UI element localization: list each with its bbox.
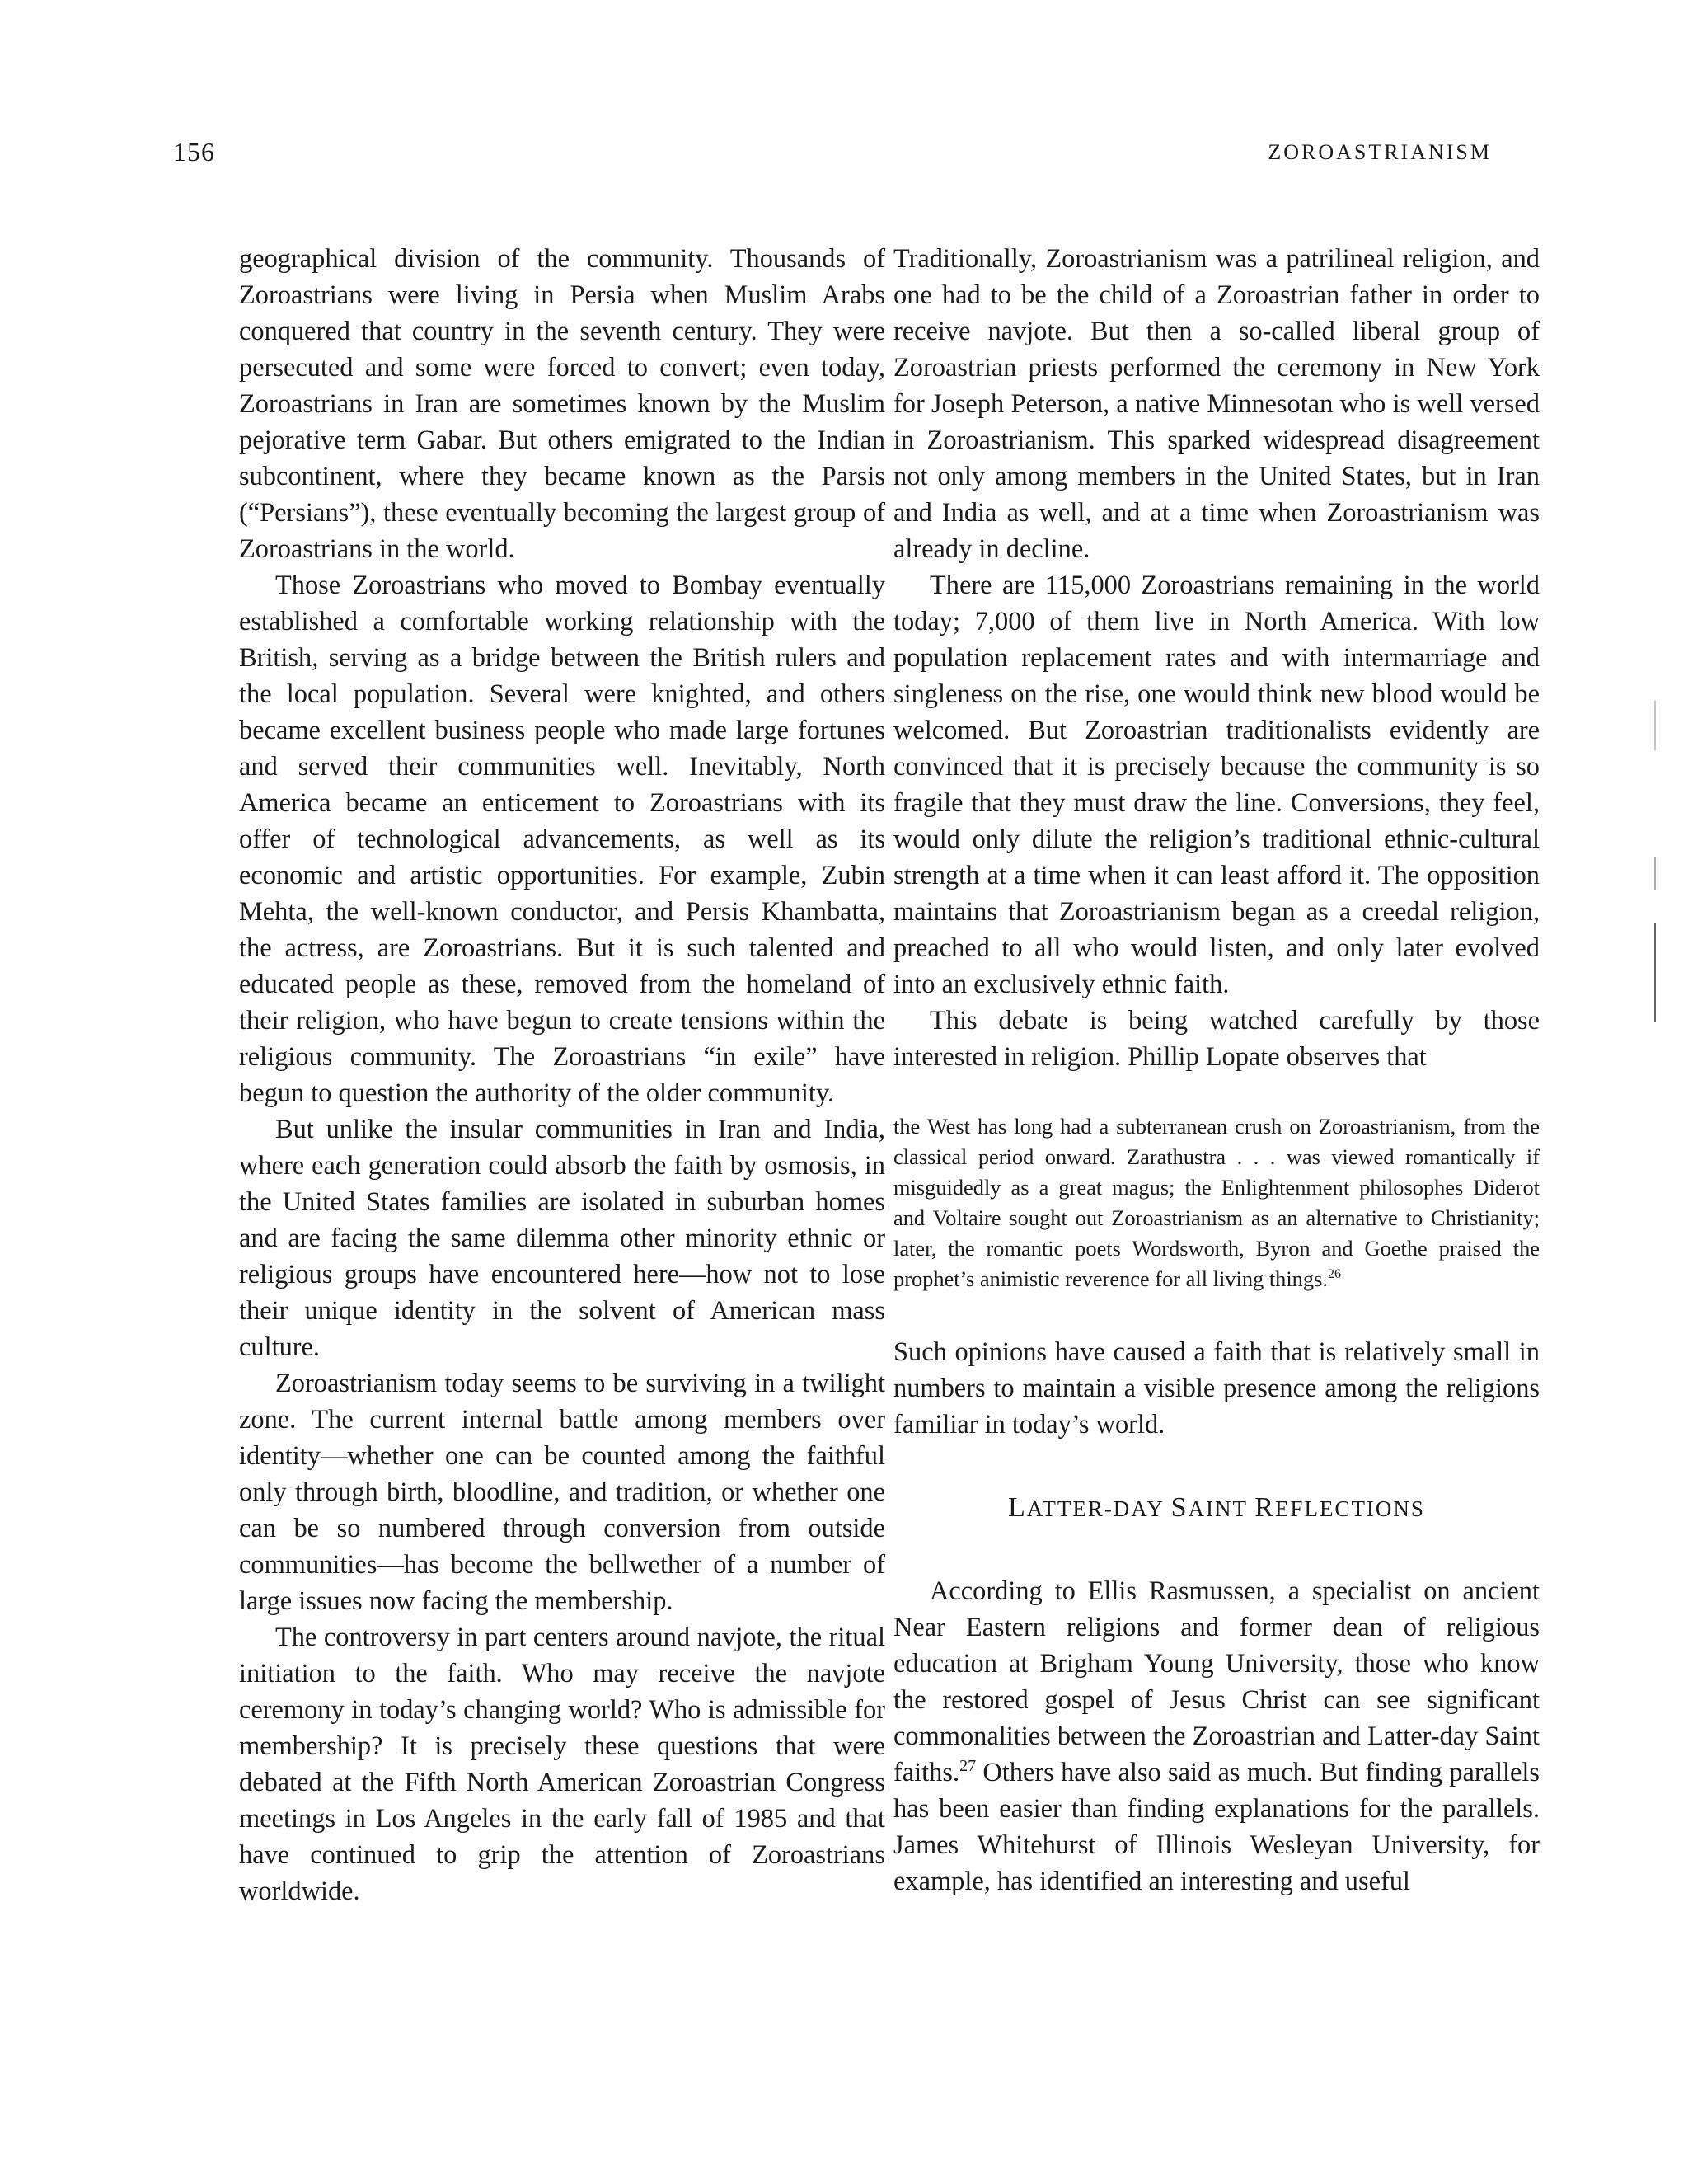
paragraph: Zoroastrianism today seems to be surviving in a twilight zone. The current internal battle among members over identity—whether one can be counted among the faithful only through birth, bloodline, and tradition, or whether one can be so numbered through conversion from outside communities—has become the bellwether of a number of large issues now facing the membership. xyxy=(239,1369,885,1616)
paragraph-text: According to Ellis Rasmussen, a specialist on ancient Near Eastern religions and former dean of religious education at Brigham Young University, those who know the restored gospel of Jesus Christ can see significant commonalities between the Zoroastrian and Latter-day Saint faiths. xyxy=(893,1576,1540,1787)
paragraph: The controversy in part centers around navjote, the ritual initiation to the faith. Who may receive the navjote ceremony in today’s changing world? Who is admissible for membership? It is precisely these questions that were debated at the Fifth North American Zoroastrian Congress meetings in Los Angeles in the early fall of 1985 and that have continued to grip the attention of Zoroastrians worldwide. xyxy=(239,1623,885,1906)
footnote-marker: 26 xyxy=(1327,1267,1341,1282)
section-heading: LATTER-DAY SAINT REFLECTIONS xyxy=(1008,1492,1425,1523)
footnote-marker: 27 xyxy=(959,1757,977,1776)
paragraph: Those Zoroastrians who moved to Bombay eventually established a comfortable working relationship with the British, serving as a bridge between the British rulers and the local population. Several were knighted, and others became excellent business people who made large fortunes and served their communities well. Inevitably, North America became an enticement to Zoroastrians with its offer of technological advancements, as well as its economic and artistic opportunities. For example, Zubin Mehta, the well-known conductor, and Persis Khambatta, the actress, are Zoroastrians. But it is such talented and educated people as these, removed from the homeland of their religion, who have begun to create tensions within the religious community. The Zoroastrians “in exile” have begun to question the authority of the older community. xyxy=(239,571,885,1108)
right-column xyxy=(893,241,1540,1900)
left-column xyxy=(239,241,885,1909)
paragraph: There are 115,000 Zoroastrians remaining in the world today; 7,000 of them live in North America. With low population replacement rates and with intermarriage and singleness on the rise, one would think new blood would be welcomed. But Zoroastrian traditionalists evidently are convinced that it is precisely because the community is so fragile that they must draw the line. Conversions, they feel, would only dilute the religion’s traditional ethnic-cultural strength at a time when it can least afford it. The opposition maintains that Zoroastrianism began as a creedal religion, preached to all who would listen, and only later evolved into an exclusively ethnic faith. xyxy=(893,571,1540,999)
paragraph: Traditionally, Zoroastrianism was a patrilineal religion, and one had to be the child of a Zoroastrian father in order to receive navjote. But then a so-called liberal group of Zoroastrian priests performed the ceremony in New York for Joseph Peterson, a native Minnesotan who is well versed in Zoroastrianism. This sparked widespread disagreement not only among members in the United States, but in Iran and India as well, and at a time when Zoroastrianism was already in decline. xyxy=(893,244,1540,564)
running-head: ZOROASTRIANISM xyxy=(1268,140,1492,164)
block-quote xyxy=(893,1111,1540,1294)
scan-margin-marks xyxy=(1653,701,1658,1047)
paragraph: geographical division of the community. Thousands of Zoroastrians were living in Persia when Muslim Arabs conquered that country in the seventh century. They were persecuted and some were forced to convert; even today, Zoroastrians in Iran are sometimes known by the Muslim pejorative term Gabar. But others emigrated to the Indian subcontinent, where they became known as the Parsis (“Persians”), these eventually becoming the largest group of Zoroastrians in the world. xyxy=(239,244,885,564)
paragraph: Such opinions have caused a faith that is relatively small in numbers to maintain a visible presence among the religions familiar in today’s world. xyxy=(893,1337,1540,1440)
paragraph xyxy=(893,1573,1540,1900)
block-quote-text: the West has long had a subterranean crush on Zoroastrianism, from the classical period onward. Zarathustra . . . was viewed romantically if misguidedly as a great magus; the Enlightenment philosophes Diderot and Voltaire sought out Zoroastrianism as an alternative to Christianity; later, the romantic poets Wordsworth, Byron and Goethe praised the prophet’s animistic reverence for all living things. xyxy=(893,1114,1540,1291)
page-header xyxy=(0,137,1688,173)
paragraph: But unlike the insular communities in Iran and India, where each generation could absorb the faith by osmosis, in the United States families are isolated in suburban homes and are facing the same dilemma other minority ethnic or religious groups have encountered here—how not to lose their unique identity in the solvent of American mass culture. xyxy=(239,1115,885,1362)
page-number: 156 xyxy=(173,137,215,167)
paragraph-text: Others have also said as much. But finding parallels has been easier than finding explanations for the parallels. James Whitehurst of Illinois Wesleyan University, for example, has identified an interesting and useful xyxy=(893,1758,1540,1896)
paragraph: This debate is being watched carefully by those interested in religion. Phillip Lopate observes that xyxy=(893,1006,1540,1072)
